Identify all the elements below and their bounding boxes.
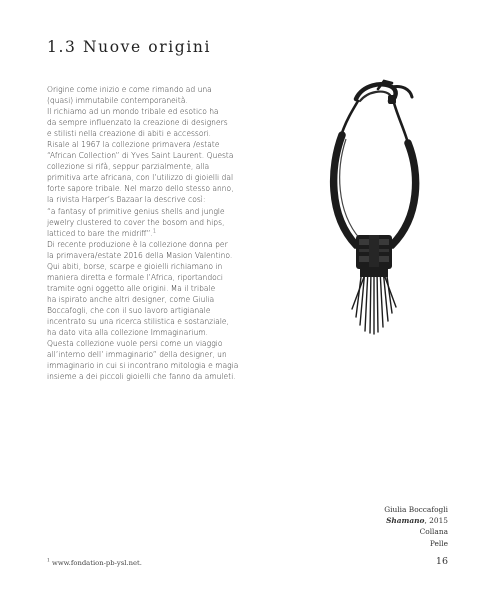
body-line: Boccafogli, che con il suo lavoro artigianale <box>47 305 211 315</box>
body-line: incentrato su una ricerca stilistica e sostanziale, <box>47 316 229 326</box>
caption-work <box>288 515 448 526</box>
page-number: 16 <box>435 556 448 567</box>
body-line: Qui abiti, borse, scarpe e gioielli richiamano in <box>47 261 223 271</box>
caption-work-title: Shamano <box>386 516 425 526</box>
body-line: maniera diretta e formale l’Africa, riportandoci <box>47 272 223 282</box>
body-line: e stilisti nella creazione di abiti e accessori. <box>47 129 212 139</box>
caption-material: Pelle <box>429 538 448 548</box>
caption-designer: Giulia Boccafogli <box>384 505 448 514</box>
body-line: Questa collezione vuole persi come un viaggio <box>47 339 223 349</box>
body-line: insieme a dei piccoli gioielli che fanno da amuleti. <box>47 372 236 382</box>
footnote-text: www.fondation-pb-ysl.net. <box>49 559 142 567</box>
footnote-marker: 1 <box>47 558 50 564</box>
body-line: “African Collection” di Yves Saint Laurent. Questa <box>47 151 234 161</box>
body-line: Risale al 1967 la collezione primavera /estate <box>47 140 220 150</box>
body-line: da sempre influenzato la creazione di designers <box>47 118 228 128</box>
body-line: ha dato vita alla collezione Immaginarium. <box>47 328 209 338</box>
body-line: Il richiamo ad un mondo tribale ed esotico ha <box>47 107 219 117</box>
chapter-title: 1.3 Nuove origini <box>47 38 212 56</box>
necklace-photo <box>312 77 432 335</box>
body-line: Origine come inizio e come rimando ad una <box>47 85 212 94</box>
body-line: latticed to bare the midriff”.$^1$ <box>47 228 157 238</box>
body-text <box>47 84 287 382</box>
body-line: immaginario in cui si incontrano mitologia e magia <box>47 361 239 371</box>
caption-type: Collana <box>419 527 448 537</box>
footnote-reference: 1 <box>152 228 157 235</box>
body-line: “a fantasy of primitive genius shells and jungle <box>47 206 225 216</box>
body-line: collezione si rifà, seppur parzialmente, alla <box>47 162 210 172</box>
body-line: (quasi) immutabile contemporaneità. <box>47 96 188 106</box>
image-caption <box>288 504 448 549</box>
body-line: Di recente produzione è la collezione donna per <box>47 239 228 249</box>
body-line: la primavera/estate 2016 della Masion Valentino. <box>47 250 233 260</box>
body-line: primitiva arte africana, con l’utilizzo di gioielli dal <box>47 173 234 183</box>
body-line: ha ispirato anche altri designer, come Giulia <box>47 294 215 304</box>
footnote <box>47 559 142 567</box>
body-line: all’interno dell’ immaginario” della designer, un <box>47 350 227 360</box>
body-line: jewelry clustered to cover the bosom and hips, <box>47 217 225 227</box>
caption-work-year: , 2015 <box>424 516 448 526</box>
body-line: la rivista Harper’s Bazaar la descrive così: <box>47 195 206 205</box>
body-line: forte sapore tribale. Nel marzo dello stesso anno, <box>47 184 234 194</box>
body-line: tramite ogni oggetto alle origini. Ma il tribale <box>47 283 216 293</box>
